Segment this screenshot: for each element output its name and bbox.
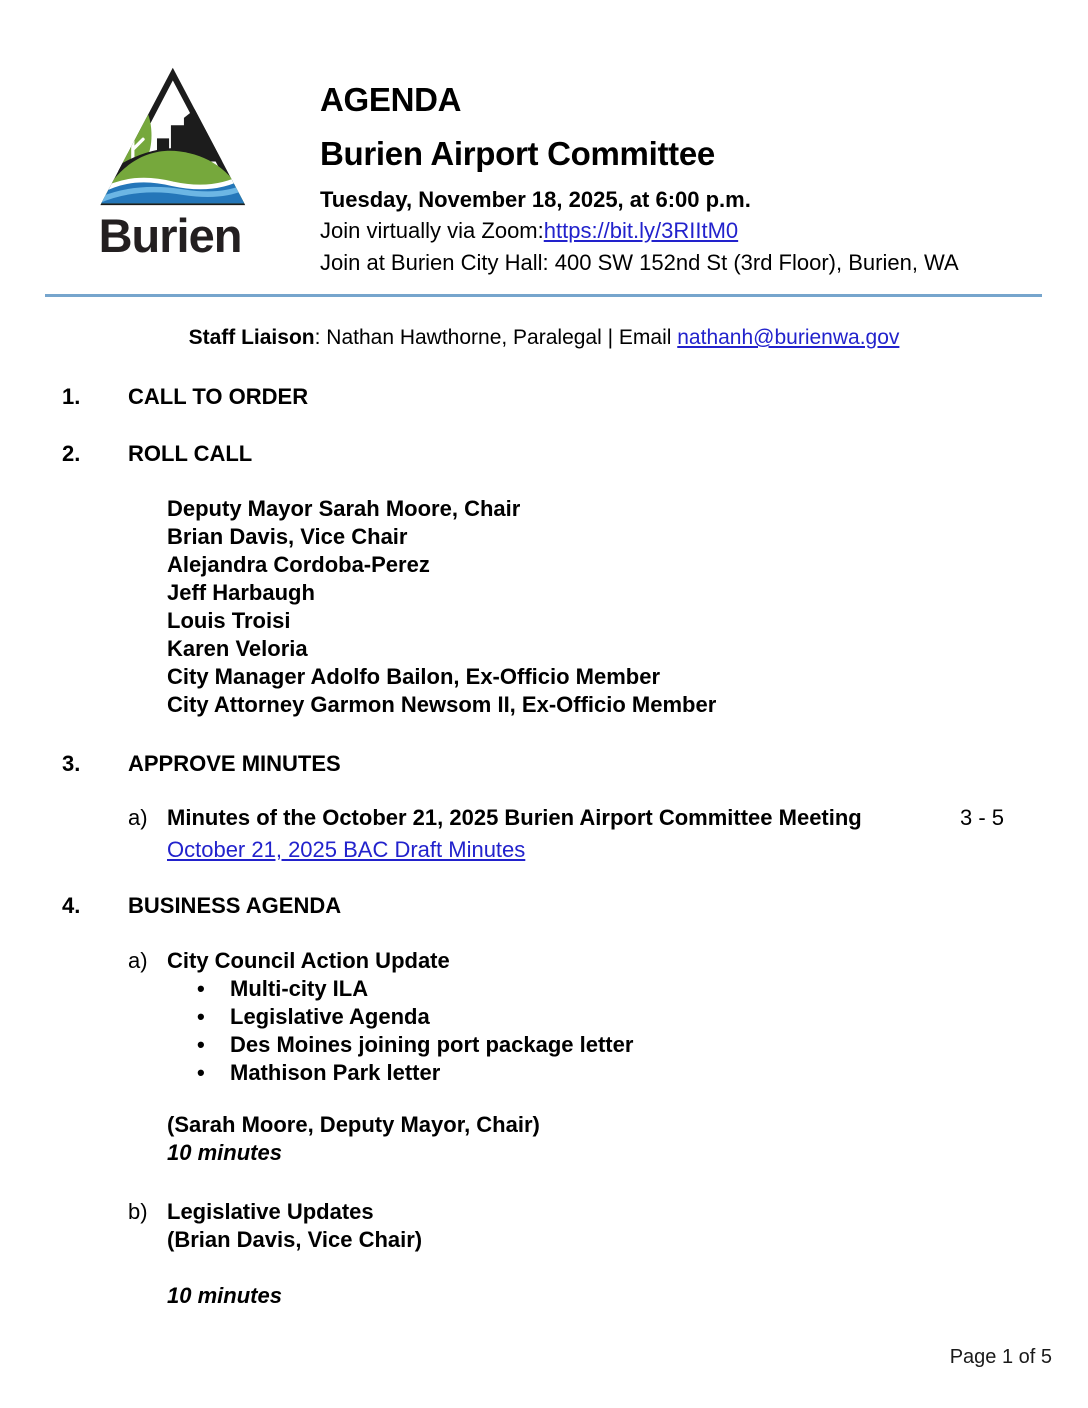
- roll-call-member: City Attorney Garmon Newsom II, Ex-Officio Member: [167, 692, 717, 717]
- email-link[interactable]: nathanh@burienwa.gov: [677, 326, 900, 349]
- bullet-text: Multi-city ILA: [230, 976, 369, 1001]
- bullet-marker: •: [197, 1032, 205, 1057]
- agenda-item-legislative-updates: [0, 1198, 1088, 1226]
- section-title: CALL TO ORDER: [128, 384, 309, 409]
- section-title: ROLL CALL: [128, 441, 253, 466]
- location-line: Join at Burien City Hall: 400 SW 152nd St (3rd Floor), Burien, WA: [320, 250, 959, 275]
- burien-mountain-icon: [91, 62, 249, 210]
- staff-liaison-line: [0, 326, 1088, 350]
- item-page-reference: 3 - 5: [959, 805, 1004, 830]
- item-duration: 10 minutes: [167, 1140, 282, 1165]
- bullet-marker: •: [197, 976, 205, 1001]
- bullet-marker: •: [197, 1060, 205, 1085]
- roll-call-member: Karen Veloria: [167, 636, 308, 661]
- section-number: 1.: [62, 384, 81, 409]
- item-title: Minutes of the October 21, 2025 Burien Airport Committee Meeting: [167, 805, 862, 830]
- header: [320, 80, 1040, 279]
- section-number: 4.: [62, 893, 81, 918]
- roll-call-member: City Manager Adolfo Bailon, Ex-Officio Member: [167, 664, 661, 689]
- page-title: AGENDA: [320, 81, 462, 118]
- section-number: 2.: [62, 441, 81, 466]
- item-presenter: (Sarah Moore, Deputy Mayor, Chair): [167, 1112, 540, 1137]
- bullet-text: Des Moines joining port package letter: [230, 1032, 634, 1057]
- zoom-join-prefix: Join virtually via Zoom:: [320, 218, 544, 243]
- roll-call-member: Alejandra Cordoba-Perez: [167, 552, 430, 577]
- burien-logo: [80, 62, 260, 262]
- bullet-item: [0, 975, 1088, 1003]
- bullet-text: Legislative Agenda: [230, 1004, 430, 1029]
- item-letter: b): [128, 1199, 148, 1224]
- draft-minutes-link[interactable]: October 21, 2025 BAC Draft Minutes: [167, 837, 526, 862]
- meeting-datetime: Tuesday, November 18, 2025, at 6:00 p.m.: [320, 187, 751, 212]
- burien-logo-wordmark: Burien: [98, 209, 242, 262]
- staff-liaison-label: Staff Liaison: [188, 326, 315, 349]
- section-call-to-order: [0, 383, 1088, 411]
- item-title: Legislative Updates: [167, 1199, 374, 1224]
- item-title: City Council Action Update: [167, 948, 450, 973]
- section-title: APPROVE MINUTES: [128, 751, 341, 776]
- section-title: BUSINESS AGENDA: [128, 893, 342, 918]
- roll-call-member: Brian Davis, Vice Chair: [167, 524, 408, 549]
- bullet-list: [0, 975, 1088, 1087]
- item-duration: 10 minutes: [167, 1283, 282, 1308]
- item-presenter: (Brian Davis, Vice Chair): [167, 1227, 423, 1252]
- agenda-body: [0, 383, 1088, 1310]
- bullet-item: [0, 1059, 1088, 1087]
- header-divider: [45, 294, 1042, 297]
- item-letter: a): [128, 948, 148, 973]
- bullet-item: [0, 1003, 1088, 1031]
- roll-call-list: [167, 495, 1088, 719]
- committee-title: Burien Airport Committee: [320, 135, 715, 172]
- section-roll-call: [0, 440, 1088, 468]
- roll-call-member: Louis Troisi: [167, 608, 291, 633]
- staff-liaison-text: : Nathan Hawthorne, Paralegal | Email: [314, 326, 678, 349]
- bullet-text: Mathison Park letter: [230, 1060, 441, 1085]
- roll-call-member: Jeff Harbaugh: [167, 580, 315, 605]
- agenda-item-council-update: [0, 947, 1088, 975]
- zoom-link[interactable]: https://bit.ly/3RIItM0: [543, 218, 739, 243]
- section-business-agenda: [0, 892, 1088, 920]
- bullet-item: [0, 1031, 1088, 1059]
- roll-call-member: Deputy Mayor Sarah Moore, Chair: [167, 496, 521, 521]
- page-number: Page 1 of 5: [949, 1346, 1052, 1368]
- bullet-marker: •: [197, 1004, 205, 1029]
- item-letter: a): [128, 805, 148, 830]
- agenda-item-minutes: [0, 804, 1088, 832]
- section-number: 3.: [62, 751, 81, 776]
- zoom-join-line: [320, 215, 1040, 247]
- section-approve-minutes: [0, 750, 1088, 778]
- minutes-link-row: [0, 836, 1088, 864]
